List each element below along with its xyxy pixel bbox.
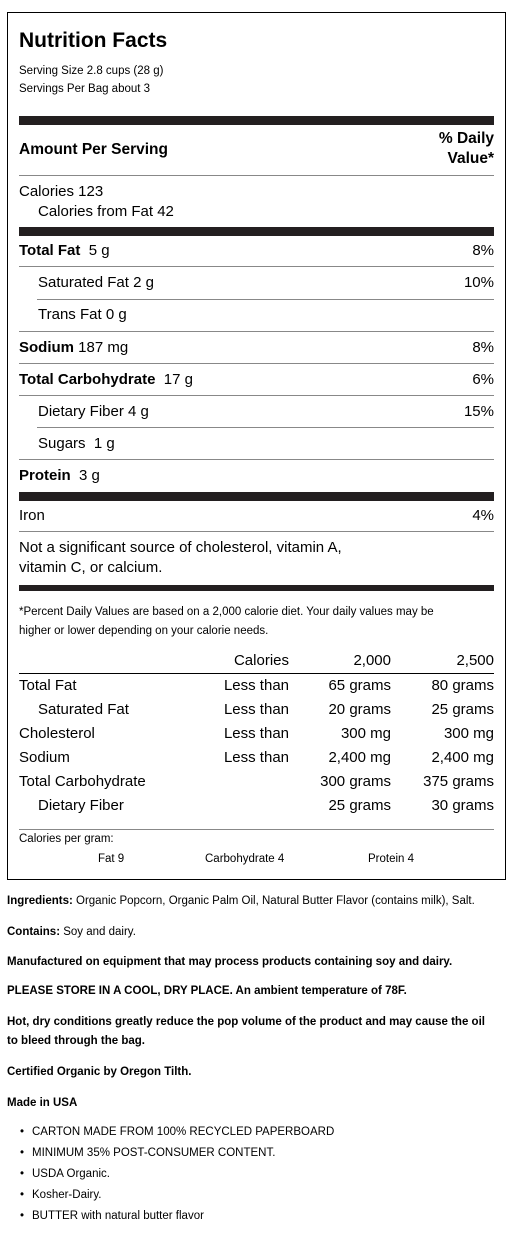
nutrient-name: Trans Fat xyxy=(38,306,102,323)
contains-label: Contains: xyxy=(7,926,61,938)
ingredients-text: Organic Popcorn, Organic Palm Oil, Natural Butter Flavor (contains milk), Salt. xyxy=(72,895,475,907)
cpg-protein: Protein 4 xyxy=(368,853,415,865)
table-row xyxy=(19,673,494,697)
nutrient-dv: 6% xyxy=(472,371,494,388)
table-cell xyxy=(205,793,289,817)
nutrient-row-sodium xyxy=(19,339,494,356)
nutrient-row-sugars xyxy=(19,435,494,452)
table-cell: 300 mg xyxy=(340,724,391,742)
not-significant-text: Not a significant source of cholesterol, vitamin A, xyxy=(19,539,342,556)
ingredients-line xyxy=(7,891,502,911)
nutrient-row-iron xyxy=(19,507,494,524)
divider xyxy=(19,363,494,364)
calories-per-gram-label: Calories per gram: xyxy=(19,833,114,845)
table-cell: Less than xyxy=(223,700,289,718)
certified-organic-note: Certified Organic by Oregon Tilth. xyxy=(7,1066,192,1078)
nutrient-row-dietary-fiber xyxy=(19,403,494,420)
nutrient-name: Total Carbohydrate xyxy=(19,371,156,388)
table-cell: 65 grams xyxy=(328,676,391,694)
table-cell: Total Carbohydrate xyxy=(19,772,146,790)
daily-value-heading-line1: % Daily xyxy=(438,130,494,147)
footnote-line1: *Percent Daily Values are based on a 2,000 calorie diet. Your daily values may be xyxy=(19,606,434,618)
divider xyxy=(19,266,494,267)
table-header-row xyxy=(19,649,494,673)
footnote-line2: higher or lower depending on your calorie needs. xyxy=(19,625,269,637)
nutrient-amount: 17 g xyxy=(163,371,193,388)
table-cell: 30 grams xyxy=(431,796,494,814)
nutrient-dv: 10% xyxy=(463,274,494,291)
not-significant-line1 xyxy=(19,539,494,556)
table-cell: 375 grams xyxy=(423,772,494,790)
nutrient-dv: 8% xyxy=(472,242,494,259)
table-cell: 20 grams xyxy=(328,700,391,718)
table-row xyxy=(19,793,494,817)
not-significant-text: vitamin C, or calcium. xyxy=(19,559,163,576)
serving-size: Serving Size 2.8 cups (28 g) xyxy=(19,65,164,77)
nutrient-dv: 15% xyxy=(463,403,494,420)
feature-list xyxy=(7,1122,334,1227)
manufactured-note: Manufactured on equipment that may process products containing soy and dairy. xyxy=(7,956,453,968)
table-cell: 25 grams xyxy=(431,700,494,718)
table-cell: 2,500 xyxy=(391,649,494,673)
table-cell xyxy=(19,649,205,673)
daily-value-table xyxy=(19,649,494,817)
hot-conditions-note-line1: Hot, dry conditions greatly reduce the pop volume of the product and may cause the oil xyxy=(7,1016,485,1028)
nutrient-name: Dietary Fiber xyxy=(38,403,124,420)
table-cell xyxy=(205,769,289,793)
nutrient-name: Total Fat xyxy=(19,242,81,259)
table-cell: Less than xyxy=(223,748,289,766)
daily-value-heading-line2: Value* xyxy=(447,150,494,167)
divider-thick xyxy=(19,116,494,125)
list-item: • MINIMUM 35% POST-CONSUMER CONTENT. xyxy=(7,1143,334,1164)
cpg-fat: Fat 9 xyxy=(98,853,125,865)
contains-line xyxy=(7,922,502,942)
nutrient-name: Sodium xyxy=(19,339,74,356)
nutrient-name: Iron xyxy=(19,507,45,524)
table-cell: 25 grams xyxy=(328,796,391,814)
divider xyxy=(19,459,494,460)
made-in-usa: Made in USA xyxy=(7,1097,78,1109)
nutrient-row-total-carbohydrate xyxy=(19,371,494,388)
divider-thick xyxy=(19,585,494,591)
table-cell: 80 grams xyxy=(431,676,494,694)
nutrient-dv: 4% xyxy=(472,507,494,524)
table-cell: Saturated Fat xyxy=(38,700,129,718)
nutrient-amount: 4 g xyxy=(128,403,149,420)
table-cell: 300 mg xyxy=(443,724,494,742)
nutrition-facts-panel xyxy=(7,12,506,880)
list-item: • USDA Organic. xyxy=(7,1164,334,1185)
table-cell: Less than xyxy=(223,676,289,694)
divider xyxy=(19,331,494,332)
hot-conditions-note-line2: to bleed through the bag. xyxy=(7,1035,145,1047)
divider xyxy=(19,829,494,830)
nutrient-amount: 0 g xyxy=(105,306,127,323)
nutrient-row-saturated-fat xyxy=(19,274,494,291)
nutrient-row-protein xyxy=(19,467,494,484)
cpg-carbohydrate: Carbohydrate 4 xyxy=(205,853,285,865)
nutrient-name: Saturated Fat xyxy=(38,274,129,291)
table-row xyxy=(19,697,494,721)
table-cell: 2,000 xyxy=(289,649,391,673)
divider-thick xyxy=(19,227,494,236)
calories-text: Calories 123 xyxy=(19,183,104,200)
calories-row xyxy=(19,183,494,200)
calories-from-fat-row xyxy=(19,203,494,220)
divider xyxy=(37,427,494,428)
table-cell: 2,400 mg xyxy=(431,748,494,766)
table-cell: 300 grams xyxy=(320,772,391,790)
divider xyxy=(19,395,494,396)
table-cell: Sodium xyxy=(19,748,70,766)
list-item: • Kosher-Dairy. xyxy=(7,1185,334,1206)
table-cell: Less than xyxy=(223,724,289,742)
nutrient-amount: 2 g xyxy=(133,274,154,291)
table-cell: 2,400 mg xyxy=(328,748,391,766)
divider xyxy=(19,175,494,176)
table-row xyxy=(19,745,494,769)
table-row xyxy=(19,721,494,745)
ingredients-label: Ingredients: xyxy=(7,895,73,907)
not-significant-line2 xyxy=(19,559,494,576)
nutrient-amount: 1 g xyxy=(93,435,115,452)
nutrient-row-total-fat xyxy=(19,242,494,259)
nutrient-name: Protein xyxy=(19,467,71,484)
table-cell: Total Fat xyxy=(19,676,77,694)
list-item: • BUTTER with natural butter flavor xyxy=(7,1206,334,1227)
table-cell: Dietary Fiber xyxy=(38,796,124,814)
amount-per-serving-heading: Amount Per Serving xyxy=(19,141,168,158)
list-item: • CARTON MADE FROM 100% RECYCLED PAPERBOARD xyxy=(7,1122,334,1143)
nutrient-amount: 187 mg xyxy=(78,339,129,356)
contains-text: Soy and dairy. xyxy=(60,926,136,938)
nutrient-row-trans-fat xyxy=(19,306,494,323)
divider-thick xyxy=(19,492,494,501)
table-cell: Cholesterol xyxy=(19,724,95,742)
calories-from-fat-text: Calories from Fat 42 xyxy=(38,203,174,220)
nutrient-amount: 5 g xyxy=(88,242,110,259)
nutrition-facts-title: Nutrition Facts xyxy=(19,29,168,52)
servings-per-bag: Servings Per Bag about 3 xyxy=(19,83,151,95)
table-row xyxy=(19,769,494,793)
nutrient-dv: 8% xyxy=(472,339,494,356)
daily-value-heading xyxy=(439,129,494,169)
table-cell: Calories xyxy=(205,649,289,673)
nutrient-amount: 3 g xyxy=(79,467,100,484)
divider xyxy=(37,299,494,300)
divider xyxy=(19,531,494,532)
nutrient-name: Sugars xyxy=(38,435,86,452)
store-note: PLEASE STORE IN A COOL, DRY PLACE. An ambient temperature of 78F. xyxy=(7,985,407,997)
